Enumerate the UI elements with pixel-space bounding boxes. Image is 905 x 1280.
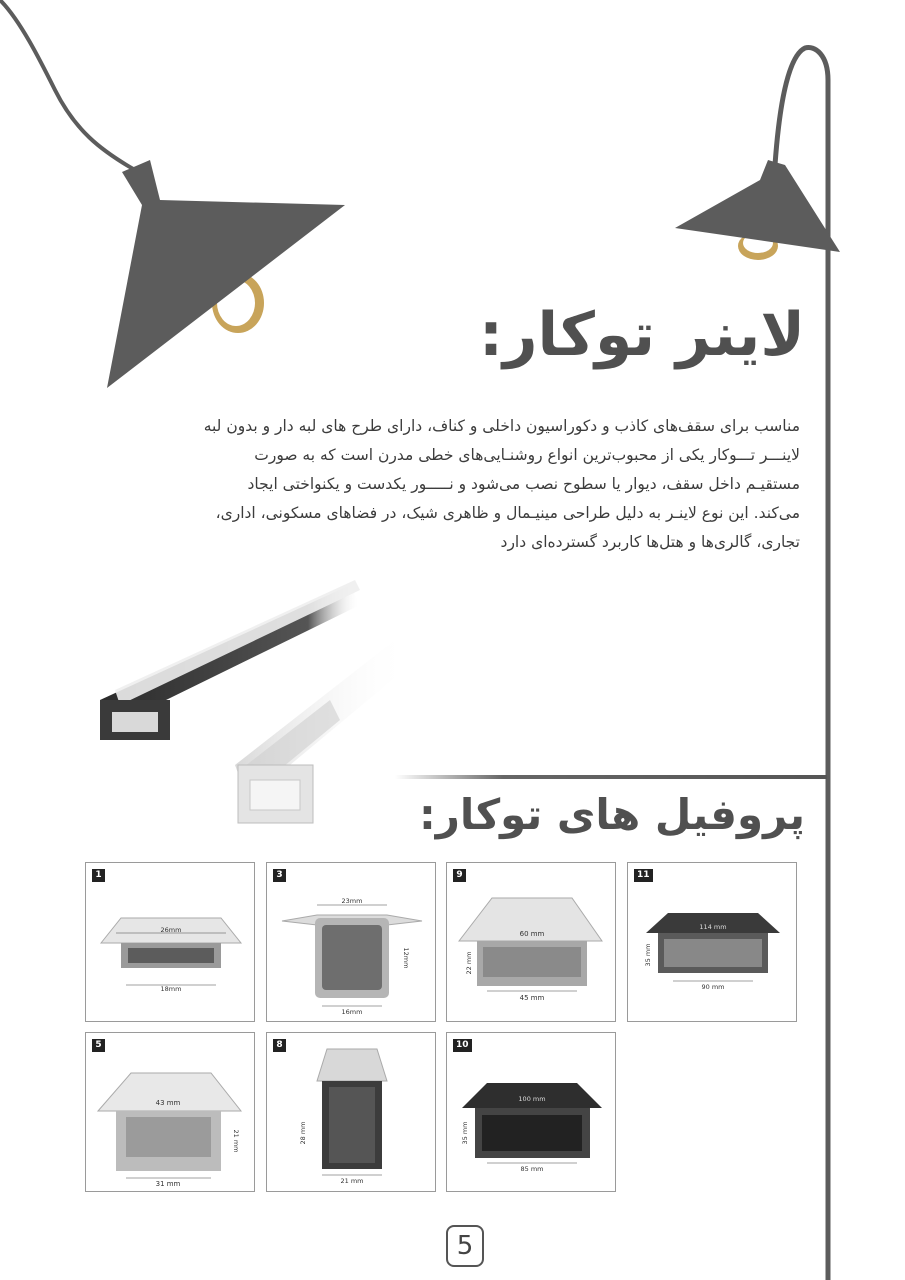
profile-9-diagram bbox=[447, 863, 616, 1022]
profile-5-width-bottom: 31 mm bbox=[155, 1180, 181, 1188]
profile-9-height: 22 mm bbox=[465, 951, 473, 975]
profile-badge: 10 bbox=[453, 1039, 472, 1052]
profile-10-width-bottom: 85 mm bbox=[520, 1165, 544, 1173]
profile-10-width-top: 100 mm bbox=[518, 1095, 546, 1103]
left-lamp-cord-icon bbox=[0, 0, 135, 170]
description-line: مناسب برای سقف‌های کاذب و دکوراسیون داخلی و کناف، دارای طرح های لبه دار و بدون لبه bbox=[203, 417, 800, 435]
description-line: لاین‍ـــر ت‍ـــوکار یکی از محبوب‌ترین انواع روشن‍ـایی‌های خطی مدرن است که به صورت bbox=[254, 446, 800, 464]
profile-card-10 bbox=[446, 1032, 616, 1192]
page-title: لاینر توکار: bbox=[478, 300, 805, 370]
profile-card-5 bbox=[85, 1032, 255, 1192]
profile-badge: 5 bbox=[92, 1039, 105, 1052]
profile-card-11 bbox=[627, 862, 797, 1022]
profile-badge: 11 bbox=[634, 869, 653, 882]
description-line: مستقی‍ـم داخل سقف، دیوار یا سطوح نصب می‌شود و ن‍ـــــور یکدست و یکنواختی ایجاد bbox=[247, 475, 800, 493]
profile-10-height: 35 mm bbox=[461, 1121, 469, 1145]
profile-3-width-top: 23mm bbox=[341, 897, 363, 905]
profile-3-height: 12mm bbox=[402, 947, 410, 969]
profile-10-diagram bbox=[447, 1033, 616, 1192]
profile-card-1 bbox=[85, 862, 255, 1022]
profile-8-width-bottom: 21 mm bbox=[340, 1177, 364, 1185]
profile-card-9 bbox=[446, 862, 616, 1022]
profile-8-diagram bbox=[267, 1033, 436, 1192]
profile-8-height: 28 mm bbox=[299, 1121, 307, 1145]
profile-badge: 9 bbox=[453, 869, 466, 882]
profile-11-height: 35 mm bbox=[644, 943, 652, 967]
profile-5-diagram bbox=[86, 1033, 255, 1192]
right-lamp-shade-icon bbox=[675, 160, 840, 252]
profile-card-8 bbox=[266, 1032, 436, 1192]
description-line: می‌کند. این نوع لاین‍ـر به دلیل طراحی مینی‍ـمال و ظاهری شیک، در فضاهای مسکونی، اداری، bbox=[215, 504, 800, 522]
profile-11-width-bottom: 90 mm bbox=[701, 983, 725, 991]
profile-1-diagram bbox=[86, 863, 255, 1022]
profile-badge: 3 bbox=[273, 869, 286, 882]
left-lamp-shade-icon bbox=[107, 160, 345, 388]
description-line: تجاری، گالری‌ها و هتل‌ها کاربرد گسترده‌ای دارد bbox=[500, 533, 800, 551]
profile-1-width-top: 26mm bbox=[160, 926, 182, 934]
profile-1-width-bottom: 18mm bbox=[160, 985, 182, 993]
profile-11-width-top: 114 mm bbox=[699, 923, 727, 931]
profile-9-width-bottom: 45 mm bbox=[519, 994, 545, 1002]
profile-11-diagram bbox=[628, 863, 797, 1022]
profile-card-3 bbox=[266, 862, 436, 1022]
profile-5-height: 21 mm bbox=[232, 1129, 240, 1153]
description-paragraph bbox=[85, 412, 800, 557]
page-number: 5 bbox=[446, 1225, 484, 1267]
profile-9-width-top: 60 mm bbox=[519, 930, 545, 938]
section-title: پروفیل های توکار: bbox=[418, 790, 805, 839]
liner-profile-image bbox=[100, 580, 410, 823]
profile-3-diagram bbox=[267, 863, 436, 1022]
profile-badge: 1 bbox=[92, 869, 105, 882]
profile-5-width-top: 43 mm bbox=[155, 1099, 181, 1107]
section-divider bbox=[395, 775, 827, 779]
profile-3-width-bottom: 16mm bbox=[341, 1008, 363, 1016]
profile-badge: 8 bbox=[273, 1039, 286, 1052]
